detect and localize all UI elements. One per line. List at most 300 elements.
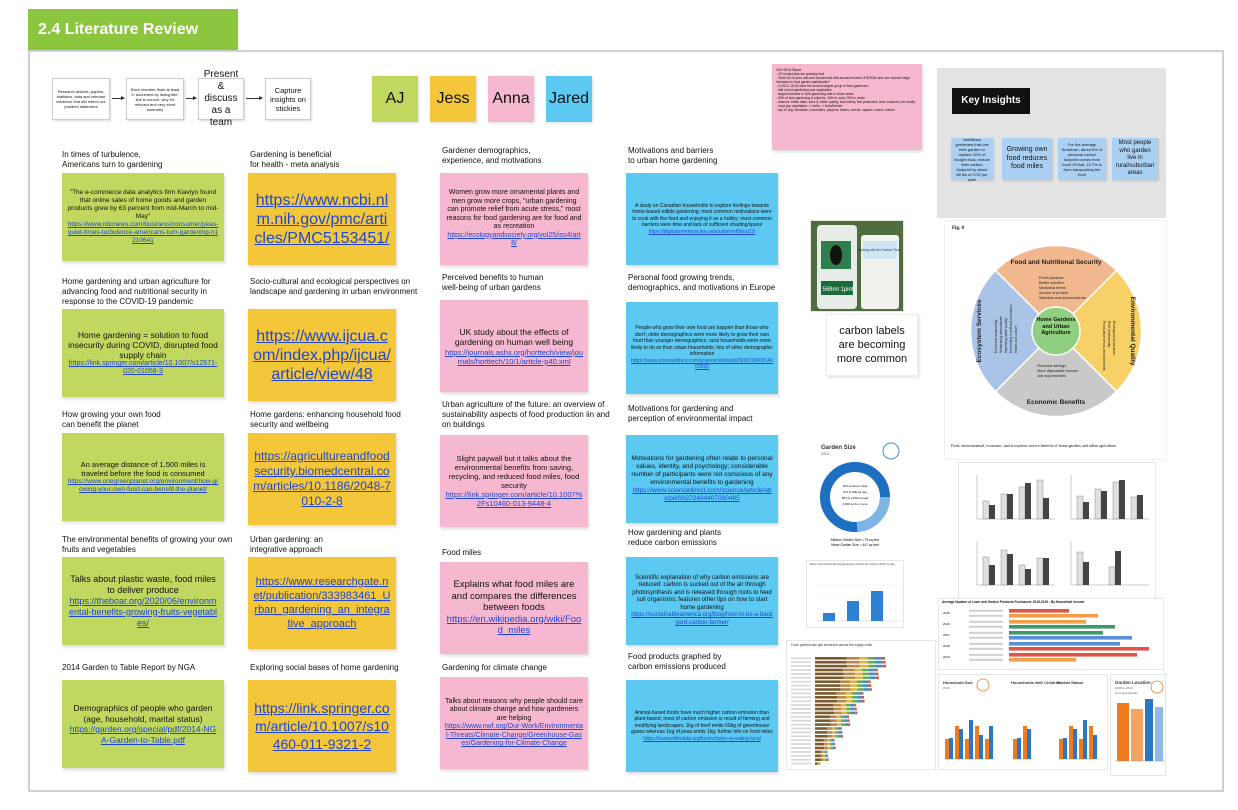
emission-bar-segment [875,673,878,676]
sticky-link[interactable]: https://www.nwf.org/Our-Work/Environmental-Threats/Climate-Change/Greenhouse-Gases/Gardening-for-Climate-Change [445,723,583,747]
emission-bar-segment [815,684,840,687]
donut-legend: 2,000 sq ft or more [842,502,868,506]
emission-bar-segment [848,723,850,726]
fig8-left-title: Ecosystem Services [976,299,983,363]
emission-bar-segment [832,739,834,742]
emission-bar-segment [828,758,829,761]
chart-title: Average Number of Lawn and Garden Products Purchased: 2015-2019 - By Household Income [942,600,1085,604]
emission-bar-segment [882,661,886,664]
topic-label: Food products graphed by carbon emissions produced [628,652,726,671]
location-badge-icon [1151,681,1163,693]
emission-bar-segment [825,755,826,758]
emission-bar-segment [815,727,827,730]
topic-label: Perceived benefits to human well-being of urban gardens [442,273,544,292]
gardening-by-age-chart[interactable] [806,560,904,628]
figure-label: Fig. 8 [952,226,964,231]
emission-bar-segment [840,680,850,683]
purchase-row-label [969,621,1003,623]
purchase-row-label [969,659,1003,661]
bar [1083,562,1089,585]
emission-bar-segment [862,669,868,672]
emission-bar-segment [868,684,871,687]
name-sticky-aj[interactable]: AJ [372,76,418,122]
lawn-garden-purchases-chart[interactable] [938,598,1164,670]
bar [1093,735,1097,759]
sticky-link[interactable]: https://www.researchgate.net/publication/333983461_Urban_gardening_an_integrative_approach [253,576,391,630]
bar [1079,739,1083,759]
emission-bar-segment [821,751,823,754]
bar [985,739,989,759]
year-label: 2018 [943,644,950,648]
chart-year: 2008 to 2013 [1115,686,1133,690]
emission-bar-segment [834,739,835,742]
emission-bar-segment [851,692,856,695]
emission-bar-segment [837,692,846,695]
sticky-link[interactable]: https://ourworldindata.org/food-choice-vs-eating-local [643,735,761,742]
emission-bar-segment [815,692,837,695]
bar [1007,554,1013,585]
garden-location-chart[interactable] [1110,674,1166,776]
emission-row-label [791,763,811,765]
emission-bar-segment [815,680,840,683]
garden-size-donut [815,441,906,550]
bar [1037,558,1043,585]
emission-bar-segment [840,684,850,687]
fig8-left-item: Improving water quality [1004,318,1008,353]
bar [871,591,883,621]
bar [1095,489,1101,519]
bar [1013,739,1017,759]
emission-row-label [791,716,811,718]
sticky-text: "The e-commerce data analytics firm Klaviyo found that online sales of home goods and garden products grew by 63 percent from mid-March to mid-May" [67,189,219,220]
whiteboard[interactable] [28,50,1224,792]
emission-bar-segment [827,731,832,734]
fig8-right-item: Productive micro-environments [1102,321,1106,371]
bar [1145,699,1153,761]
donut-legend: 100 sq feet or less [842,484,868,488]
bar [955,726,959,759]
emission-bar-segment [882,657,886,660]
sticky-link[interactable]: https://www.sciencedirect.com/science/article/pii/S0921800914003693 [631,357,773,371]
nga-report-line: - 50% of food gardening in suburbs, 16% in rural, 29% in urban [776,96,865,100]
bar [1089,726,1093,759]
process-step-present[interactable] [198,69,244,128]
emission-row-label [791,673,811,675]
fig8-top-item: Vitamins and micronutrients [1039,296,1086,300]
emission-bar-segment [815,739,824,742]
emission-bar-segment [855,708,857,711]
bar [1101,491,1107,519]
emission-bar-segment [815,704,834,707]
emission-row-label [791,735,811,737]
emission-bar-segment [850,704,854,707]
sticky-text: Scientific explanation of why carbon emissions are reduced: carbon is sucked out of the air through photosynthesis and is released through roots to feed soil organisms; features other tips on how to start home gardening [632,574,772,611]
emission-bar-segment [836,735,839,738]
aj-sticky-4[interactable] [62,557,224,645]
emission-bar-segment [828,747,830,750]
name-sticky-jared[interactable]: Jared [546,76,592,122]
sticky-link[interactable]: https://en.wikipedia.org/wiki/Food_miles [446,613,582,637]
sticky-link[interactable]: https://ecologyandsociety.org/vol25/iss4/art8/ [447,231,581,248]
process-step-text: Present & discuss as a team [203,69,239,128]
bar [1019,565,1025,585]
sticky-text: Talks about plastic waste, food miles to deliver produce [70,573,216,595]
anna-sticky-4[interactable] [440,562,588,654]
jess-sticky-4[interactable] [248,557,396,649]
purchases-svg [939,599,1164,670]
sticky-link[interactable]: https://sustainableamerica.org/blog/how-to-be-a-backyard-carbon-farmer/ [631,612,773,626]
bar [1069,726,1073,759]
nga-report-line: - half of food gardening was vegetables [776,88,832,92]
emission-bar-segment [875,657,882,660]
emission-bar-segment [841,708,846,711]
sticky-link[interactable]: https://www.ijcua.com/index.php/ijcua/article/view/48 [253,327,391,383]
anna-sticky-3[interactable] [440,435,588,527]
bar [1077,496,1083,519]
chart-title: Share of Americans who did gardening in the last 12 months in 2018, by age [810,563,895,566]
purchase-row-label [969,632,1003,634]
topic-label: Personal food growing trends, demographics, and motivations in Europe [628,273,776,292]
jared-sticky-3[interactable] [626,435,778,523]
emission-row-label [791,720,811,722]
jess-sticky-5[interactable] [248,680,396,772]
emission-bar-segment [859,661,867,664]
emission-bar-segment [852,700,857,703]
emission-bar-segment [815,747,824,750]
anna-sticky-1[interactable] [440,173,588,265]
bar [1137,495,1143,519]
sticky-link[interactable]: https://link.springer.com/article/10.1007/s12571-020-01058-3 [68,360,218,375]
topic-label: Food miles [442,548,482,557]
emission-bar-segment [838,731,841,734]
process-step-research[interactable] [52,78,110,120]
sticky-text: A study on Canadian households to explore feelings towards home-based edible gardening; most common motivations were to cook with the food and enjoying it as a hobby; most common barriers were time and lack of sufficient shading/space [632,202,772,229]
emission-bar-segment [868,665,875,668]
sticky-text: Demographics of people who garden (age, household, marital status) [73,703,213,724]
emission-bar-segment [851,708,855,711]
fig8-left-item: Controlling runoff and inundation [1009,304,1013,353]
bar [1017,738,1021,759]
topic-label: Exploring social bases of home gardening [250,663,399,672]
aj-sticky-2[interactable] [62,309,224,397]
sticky-link[interactable]: https://link.springer.com/article/10.1007%2Fs10460-013-9448-4 [445,490,583,508]
name-sticky-anna[interactable]: Anna [488,76,534,122]
sticky-text: Motivations for gardening often relate to personal values, identity, and psychology; considerable number of participants were not conscious of any environmental benefits to gardening [631,455,773,486]
fig8-bottom-title: Economic Benefits [1026,399,1086,406]
bar [1073,729,1077,759]
emission-bar-segment [819,762,820,765]
sticky-link[interactable]: https://www.ncbi.nlm.nih.gov/pmc/articles/PMC5153451/ [254,191,390,247]
emission-bar-segment [815,696,837,699]
emission-row-label [791,739,811,741]
emission-bar-segment [828,743,830,746]
sticky-link[interactable]: https://www.nbcnews.com/business/consumer/peas-quiet-times-turbulence-americans-turn-gardening-n1210641 [67,221,219,244]
bar [1063,738,1067,759]
emission-bar-segment [826,751,827,754]
emission-bar-segment [824,751,825,754]
emission-bar-segment [851,688,858,691]
emission-bar-segment [815,688,841,691]
jess-sticky-1[interactable] [248,173,396,265]
sticky-link[interactable]: https://theboar.org/2020/06/environmental-benefits-growing-fruits-vegetables/ [68,595,218,628]
fig8-right-item: Ecological production [1112,321,1116,356]
garden-size-year: 2013 [821,452,829,456]
topic-label: Gardening is beneficial for health - meta analysis [250,150,340,169]
fig8-center-text: Home Gardens and Urban Agriculture [1036,317,1076,336]
emission-bar-segment [855,677,863,680]
emission-bar-segment [846,704,850,707]
chart-subtitle: % of Households [1115,691,1138,695]
gray-bars-svg [959,463,1156,600]
emission-bar-segment [857,700,862,703]
emission-row-label [791,708,811,710]
purchase-bar [1009,653,1137,657]
emission-bar-segment [855,712,857,715]
emission-bar-segment [868,657,875,660]
process-step-find-sources[interactable] [126,78,184,120]
sticky-link[interactable]: https://www.onegreenplanet.org/environment/how-growing-your-own-food-can-benefit-the-planet/ [67,478,219,493]
carbon-label-text: carbon labels are becoming more common [836,325,908,365]
emission-bar-segment [841,704,846,707]
emission-bar-segment [844,719,847,722]
emission-bar-segment [815,751,821,754]
milk-carton-image [811,221,904,312]
figure-8-diagram [945,221,1167,460]
emission-row-label [791,747,811,749]
anna-sticky-2[interactable] [440,300,588,392]
aj-sticky-3[interactable] [62,433,224,521]
emission-bar-segment [855,669,863,672]
emission-row-label [791,657,811,659]
emission-bar-segment [830,743,832,746]
emission-row-label [791,689,811,691]
emission-bar-segment [846,708,850,711]
emission-bar-segment [815,716,830,719]
year-label: 2019 [943,655,950,659]
insight-card-2[interactable]: Growing own food reduces food miles [1002,138,1052,180]
emission-bar-segment [876,677,879,680]
bar [1115,551,1121,585]
emission-bar-segment [861,692,863,695]
emission-bar-segment [815,743,824,746]
bar [1043,498,1049,519]
fig8-top-title: Food and Nutritional Security [1010,259,1102,266]
sticky-link[interactable]: https://digitalcommons.lmu.edu/urbe/vol9/iss1/3/ [648,228,756,235]
anna-sticky-5[interactable] [440,677,588,769]
bar [823,613,835,621]
emission-bar-segment [817,762,818,765]
fig8-top-item: Fresh produce [1039,276,1064,280]
emission-row-label [791,677,811,679]
bar [1019,487,1025,519]
donut-legend: 101 to 500 sq feet [842,490,868,494]
carbon-label-photo[interactable] [810,220,904,312]
emission-bar-segment [832,727,835,730]
bar [1131,709,1143,761]
emission-bar-segment [863,684,869,687]
household-charts[interactable] [938,674,1108,770]
bar [949,738,953,759]
household-svg [939,675,1108,770]
emissions-chart[interactable] [786,640,936,770]
emission-bar-segment [824,758,826,761]
purchase-bar [1009,614,1098,618]
bar [969,720,973,759]
arrow-icon [246,98,262,99]
emission-bar-segment [815,735,828,738]
emission-bar-segment [836,716,840,719]
emission-row-label [791,696,811,698]
emission-bar-segment [824,743,828,746]
emission-bar-segment [841,719,844,722]
emission-bar-segment [862,696,864,699]
emission-bar-segment [823,755,825,758]
emission-bar-segment [827,739,829,742]
purchase-row-label [969,654,1003,656]
sticky-link[interactable]: https://garden.org/special/pdf/2014-NGA-Garden-to-Table.pdf [69,724,217,745]
emission-row-label [791,665,811,667]
purchase-bar [1009,631,1103,635]
emission-bar-segment [815,758,821,761]
emission-bar-segment [847,665,860,668]
emission-bar-segment [855,673,863,676]
emission-bar-segment [844,716,847,719]
emission-bar-segment [842,712,847,715]
insight-card-1[interactable]: Ambitious gardeners that use their garden to replace 20% of bought food, reduce their carbon footprint by about 68 lbs of CO2 per year [951,138,993,180]
purchase-bar [1009,625,1115,629]
emission-bar-segment [815,669,843,672]
bar [983,501,989,519]
carbon-label-note[interactable] [826,314,918,376]
name-sticky-jess[interactable]: Jess [430,76,476,122]
jess-sticky-3[interactable] [248,433,396,525]
emission-bar-segment [844,677,856,680]
emission-bar-segment [847,657,860,660]
chart-title: Household Size [943,680,973,685]
emission-bar-segment [831,747,833,750]
sticky-link[interactable]: https://www.sciencedirect.com/science/article/abs/pii/S0272494407000485 [632,487,772,502]
jared-sticky-2[interactable] [626,302,778,394]
garden-location-svg [1111,675,1166,776]
jess-sticky-2[interactable] [248,309,396,401]
nga-report-sticky[interactable] [772,64,922,150]
emission-bar-segment [827,751,828,754]
bar [1001,550,1007,585]
section-title: 2.4 Literature Review [28,9,238,50]
fig8-bottom-item: Job opportunities [1037,374,1066,378]
process-step-text: Each member finds at least 5; document by listing title, link to source, why it's relevant and very short summary [130,86,180,112]
topic-label: Gardening for climate change [442,663,547,672]
fig8-left-item: Moderating microclimate [999,316,1003,353]
bar [1077,552,1083,585]
jared-sticky-4[interactable] [626,557,778,645]
emission-bar-segment [838,727,841,730]
emission-bar-segment [819,762,820,765]
emission-bar-segment [851,712,855,715]
emission-bar-segment [837,700,846,703]
emission-bar-segment [815,731,827,734]
process-step-capture[interactable] [265,78,311,120]
emission-bar-segment [827,758,828,761]
key-insights-title: Key Insights [952,88,1030,114]
sticky-text: UK study about the effects of gardening on human well being [454,326,574,347]
purchase-bar [1009,658,1076,662]
emission-bar-segment [834,743,835,746]
emission-bar-segment [832,743,834,746]
garden-size-title: Garden Size [821,445,856,451]
emission-bar-segment [824,747,828,750]
purchase-bar [1009,647,1149,651]
process-step-text: Research articles, papers, statistics, data and relevant evidence that will inform our problem statement [56,89,106,109]
bar [1109,567,1115,585]
sticky-text: Animal-based foods have much higher carbon emission than plant-based; most of carbon emission is result of farming and modifying landscapes; 1kg of beef emits 60kg of greenhouse gases whereas 1kg of peas emits 1kg; further info on food miles [631,709,773,736]
jared-sticky-5[interactable] [626,680,778,772]
emission-bar-segment [868,669,874,672]
sticky-link[interactable]: https://link.springer.com/article/10.1007/s10460-011-9321-2 [254,700,390,752]
median-text: Median Garden Size = 75 sq feet [830,538,880,542]
emission-row-label [791,700,811,702]
bottle-label: 568ml 1pint [822,287,854,293]
sticky-text: People who grow their own food are happier than those who don't; older demographics were more likely to grow their own food than younger demographics; rural households were more likely to do so than urban households; lots of other demographic information [631,325,773,358]
figure-8-frame[interactable] [944,220,1167,460]
bar [1043,558,1049,585]
aj-sticky-5[interactable] [62,680,224,768]
emission-bar-segment [831,723,837,726]
emission-bar-segment [875,669,878,672]
bar [1001,494,1007,519]
emissions-bars-svg [787,641,936,770]
emission-bar-segment [876,665,883,668]
emission-bar-segment [815,723,831,726]
emission-bar-segment [869,673,875,676]
emission-bar-segment [860,665,869,668]
emission-row-label [791,669,811,671]
emission-bar-segment [835,727,838,730]
jared-sticky-1[interactable] [626,173,778,265]
sticky-text: Explains what food miles are and compares the differences between foods [451,579,577,614]
emission-bar-segment [815,708,834,711]
purchase-row-label [969,610,1003,612]
nga-report-line: - largest increase in food gardening was in urban areas [776,92,854,96]
emission-bar-segment [815,762,817,765]
sticky-link[interactable]: https://journals.ashs.org/horttech/view/journals/horttech/10/1/article-p40.xml [445,347,583,366]
sticky-link[interactable]: https://agricultureandfoodsecurity.biomedcentral.com/articles/10.1186/2048-7010-2-8 [253,449,391,508]
emission-bar-segment [841,716,844,719]
bar [1113,482,1119,519]
aj-sticky-1[interactable] [62,173,224,261]
emission-bar-segment [847,661,860,664]
bar [975,726,979,759]
chart-title: Food: greenhouse gas emissions across the supply chain [791,643,873,647]
gray-bar-charts[interactable] [958,462,1156,600]
emission-bar-segment [843,669,854,672]
emission-row-label [791,681,811,683]
emission-bar-segment [828,735,833,738]
insight-card-3[interactable]: For the average American, about 6% of personal carbon footprint comes from food! Of that, 10.7% is from transporting the food [1058,138,1106,180]
emission-bar-segment [833,735,836,738]
purchase-bar [1009,642,1120,646]
emission-bar-segment [815,755,821,758]
emission-bar-segment [863,688,869,691]
emission-bar-segment [826,755,827,758]
emission-row-label [791,704,811,706]
bar [989,505,995,519]
insight-card-4[interactable]: Most people who garden live in rural/suburban areas [1112,138,1158,180]
emission-bar-segment [845,723,849,726]
sticky-text: An average distance of 1,500 miles is traveled before the food is consumed [80,460,206,478]
emission-bar-segment [854,704,856,707]
garden-size-chart[interactable] [814,440,906,550]
